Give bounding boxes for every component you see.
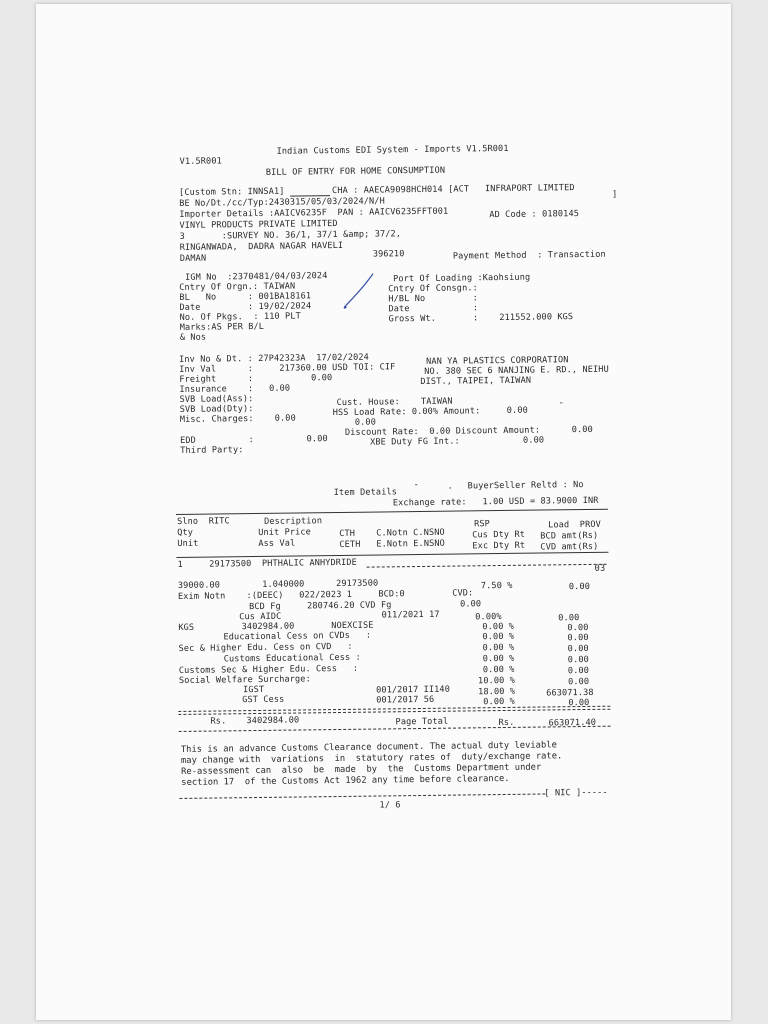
insurance: Insurance : 0.00 [179,383,291,395]
importer-details: Importer Details :AAICV6235F PAN : AAICV6235FFT001 [179,206,449,220]
svb-load-dty: SVB Load(Dty): [179,404,254,415]
footer-rule [179,793,545,798]
pen-stroke-mark [333,269,384,315]
buyer-seller-related: BuyerSeller Reltd : No [467,479,584,492]
customs-sec-higher-rate: 0.00 % [482,664,515,676]
edu-cess-cvd-amount: 0.00 [567,632,589,644]
edu-cess-cvd-rate: 0.00 % [482,631,515,643]
custom-station: [Custom Stn: INNSA1] [178,186,285,198]
packages: No. Of Pkgs. : 110 PLT [179,311,301,323]
bl-date: Date : 19/02/2024 [179,301,312,313]
pin-code: 396210 [372,249,405,260]
ad-code: AD Code : 0180145 [489,209,580,221]
col-bcd-amt: BCD amt(Rs) [540,530,599,542]
col-unit-price: Unit Price [258,527,312,538]
swc-rate: 10.00 % [477,675,516,687]
customs-sec-higher-amount: 0.00 [567,665,590,677]
cus-aidc: Cus AIDC 011/2021 17 [239,609,440,623]
gross-weight: Gross Wt. : 211552.000 KGS [388,312,574,325]
payment-method: Payment Method : Transaction [452,249,606,262]
supplier-name: NAN YA PLASTICS CORPORATION [426,355,569,367]
bl-number: BL No : 001BA18161 [179,291,312,303]
third-party: Third Party: [180,445,244,456]
exim-notification: Exim Notn :(DEEC) 022/2023 1 BCD:0 CVD: [177,588,474,602]
supplier-address-2: DIST., TAIPEI, TAIWAN [420,375,532,387]
total-double-rule [178,706,610,715]
sec-higher-cvd: Sec & Higher Edu. Cess on CVD : [178,641,353,654]
hbl-date: Date : [388,303,479,315]
hss-load: HSS Load Rate: 0.00% Amount: 0.00 [332,405,528,419]
col-cth: CTH [339,528,356,539]
aidc-amount: 0.00 [558,613,580,624]
customs-duty-rate: 7.50 % [480,580,513,592]
hbl-number: H/BL No : [388,293,479,305]
header-bottom-rule [176,552,608,558]
social-welfare-surcharge: Social Welfare Surcharge: [178,674,311,686]
col-e-notn: E.Notn E.NSNO [376,538,445,550]
igst-rate: 18.00 % [478,686,516,698]
dot-mark: . [447,481,453,492]
xbe-duty: XBE Duty FG Int.: 0.00 [370,435,545,448]
col-unit: Unit [177,538,199,549]
kgs-line: KGS 3402984.00 NOEXCISE [178,620,374,633]
igst-amount: 663071.38 [546,687,594,699]
hss-value: 0.00 [354,417,377,428]
right-bracket: ] [612,189,618,200]
col-rsp: RSP [474,519,490,530]
bcd-amount: 0.00 [568,581,591,593]
item-line: 1 29173500 PHTHALIC ANHYDRIDE [177,557,357,570]
bcd-fg: BCD Fg 280746.20 CVD Fg 0.00 [249,599,482,613]
rs-label: Rs. [210,716,227,727]
item-line-rule [367,564,607,568]
igst-notification: 001/2017 II140 [376,684,451,696]
exchange-rate: Exchange rate: 1.00 USD = 83.9000 INR [392,495,599,509]
item-code-03: 03 [594,563,606,574]
col-slno-ritc: Slno RITC [176,516,230,527]
col-load-prov: Load PROV [548,519,601,531]
col-description: Description [263,516,323,527]
qty-price-cth: 39000.00 1.040000 29173500 [177,578,379,591]
edu-cess-cvd: Educational Cess on CVDs : [223,630,372,643]
custom-house: Cust. House: TAIWAN [336,396,453,409]
customs-edu-cess: Customs Educational Cess : [223,652,361,665]
importer-address-3: DAMAN [179,253,207,264]
col-qty: Qty [177,527,194,538]
disclaimer-line-4: section 17 of the Customs Act 1962 any time before clearance. [181,773,510,788]
table-top-rule [176,509,608,515]
country-of-consignment: Cntry Of Consgn.: [388,283,478,295]
gst-cess-amount: 0.00 [568,697,590,709]
document-title: BILL OF ENTRY FOR HOME CONSUMPTION [265,165,446,178]
duty-total: 663071.40 [548,717,597,729]
page-total-label: Page Total [395,716,449,728]
dash-mark-2: - [413,480,419,491]
importer-name: VINYL PRODUCTS PRIVATE LIMITED [179,218,338,231]
swc-amount: 0.00 [567,676,590,688]
dash-mark: - [558,398,564,409]
blank-line [290,186,330,196]
customs-sec-higher: Customs Sec & Higher Edu. Cess : [178,663,359,676]
be-number: BE No/Dt./cc/Typ:2430315/05/03/2024/N/H [179,196,385,209]
col-exc-dty-rt: Exc Dty Rt [472,540,526,552]
kgs-rate: 0.00 % [482,621,515,633]
col-cvd-amt: CVD amt(Rs) [540,541,599,553]
customs-edu-cess-rate: 0.00 % [482,653,515,665]
svb-load-ass: SVB Load(Ass): [179,394,254,405]
version-label: V1.5R001 [179,156,222,167]
bill-of-entry [36,4,731,1020]
cha-details: CHA : AAECA9098HCH014 [ACT INFRAPORT LIMITED [331,183,575,197]
nic-tag: [ NIC ]----- [544,787,608,799]
customs-edu-cess-amount: 0.00 [567,654,589,666]
freight: Freight : 0.00 [179,373,333,385]
assessable-total: 3402984.00 [246,715,300,727]
disclaimer-line-3: Re-assessment can also be made by the Customs Department under [181,762,542,777]
gst-cess-notification: 001/2017 56 [376,694,435,706]
importer-address-2: RINGANWADA, DADRA NAGAR HAVELI [179,240,344,253]
discount: Discount Rate: 0.00 Discount Amount: 0.00 [344,424,593,438]
port-of-loading: Port Of Loading :Kaohsiung [393,272,531,285]
invoice-value: Inv Val : 217360.00 USD TOI: CIF [179,362,396,375]
col-cus-dty-rt: Cus Dty Rt [472,529,526,541]
supplier-address-1: NO. 380 SEC 6 NANJING E. RD., NEIHU [424,364,609,377]
col-ass-val: Ass Val [258,538,296,549]
col-ceth: CETH [339,539,361,550]
gst-cess-rate: 0.00 % [483,696,515,708]
item-details-title: Item Details [333,487,398,499]
igst-label: IGST [243,684,265,696]
sec-higher-cvd-amount: 0.00 [567,643,589,655]
invoice-number: Inv No & Dt. : 27P42323A 17/02/2024 [179,352,369,365]
disclaimer-line-2: may change with variations in statutory rates of duty/exchange rate. [180,751,563,766]
gst-cess-label: GST Cess [242,694,285,706]
marks: Marks:AS PER B/L [179,321,265,333]
igm-number: IGM No :2370481/04/03/2024 [185,271,328,283]
edd: EDD : 0.00 [180,434,328,446]
importer-address-1: 3 :SURVEY NO. 36/1, 37/1 &amp; 37/2, [179,229,402,242]
sec-higher-cvd-rate: 0.00 % [482,642,515,654]
rs-label-2: Rs. [498,717,515,729]
system-title: Indian Customs EDI System - Imports V1.5R001 [276,143,509,157]
page-number: 1/ 6 [379,800,401,811]
col-c-notn: C.Notn C.NSNO [376,527,445,539]
disclaimer-line-1: This is an advance Customs Clearance document. The actual duty leviable [180,740,557,755]
document-page [36,4,731,1020]
misc-charges: Misc. Charges: 0.00 [179,413,296,425]
kgs-amount: 0.00 [567,622,589,634]
marks-nos: & Nos [179,332,207,343]
aidc-rate: 0.00% [475,612,502,623]
country-of-origin: Cntry Of Orgn.: TAIWAN [179,281,296,293]
